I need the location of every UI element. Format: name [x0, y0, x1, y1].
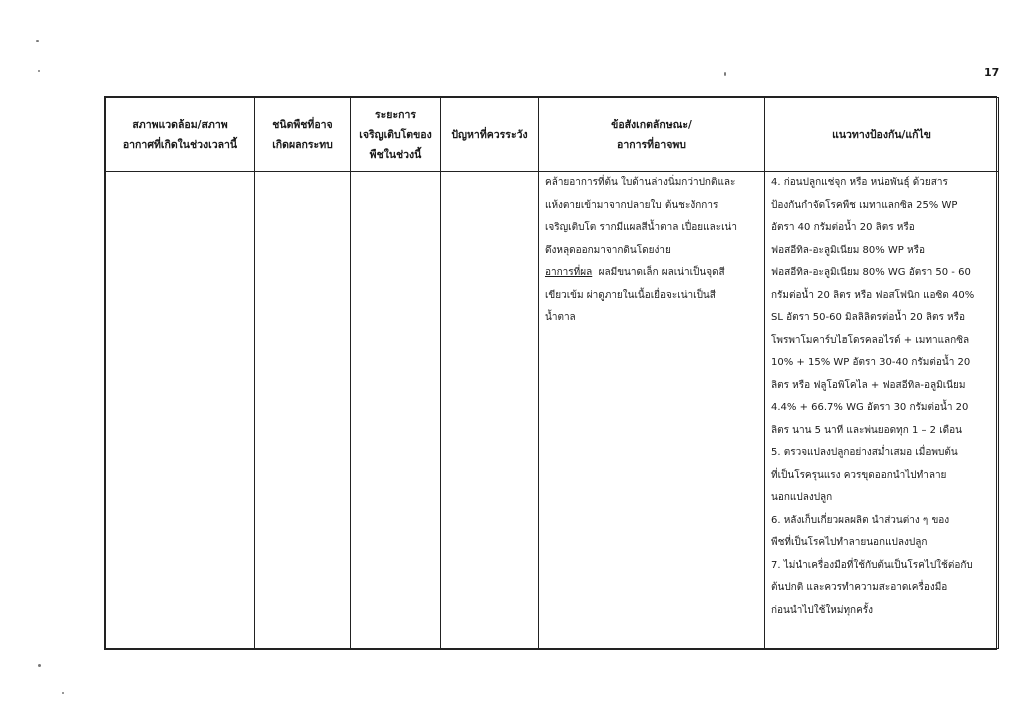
text-line: 5. ตรวจแปลงปลูกอย่างสม่ำเสมอ เมื่อพบต้น [771, 447, 958, 458]
text-line: แห้งตายเข้ามาจากปลายใบ ต้นชะงักการ [545, 199, 719, 211]
text-line: อัตรา 40 กรัมต่อน้ำ 20 ลิตร หรือ [771, 222, 915, 233]
cell-affected-crops [255, 172, 351, 649]
text-line: ชนิดพืชที่อาจ [272, 118, 333, 131]
text-line: พืชในช่วงนี้ [369, 148, 422, 161]
text-line: กรัมต่อน้ำ 20 ลิตร หรือ ฟอสโฟนิก แอซิด 40% [771, 289, 975, 301]
scan-speck [38, 70, 40, 72]
text-line: ที่เป็นโรครุนแรง ควรขุดออกนำไปทำลาย [771, 469, 947, 481]
cell-problems [441, 172, 539, 649]
header-growth-stage [351, 98, 441, 172]
header-prevention [765, 98, 999, 172]
text-line: สภาพแวดล้อม/สภาพ [132, 118, 228, 131]
text-line: ฟอสอีทิล-อะลูมิเนียม 80% WP หรือ [771, 244, 925, 256]
cell-environment [106, 172, 255, 649]
text-line: แนวทางป้องกัน/แก้ไข [832, 128, 931, 141]
text-line: เกิดผลกระทบ [272, 138, 333, 151]
text-line: 6. หลังเก็บเกี่ยวผลผลิต นำส่วนต่าง ๆ ของ [771, 514, 950, 526]
scan-speck [62, 692, 64, 694]
header-environment [106, 98, 255, 172]
text-line: ผลมีขนาดเล็ก ผลเน่าเป็นจุดสี [598, 267, 725, 278]
text-line: ดึงหลุดออกมาจากดินโดยง่าย [545, 244, 671, 256]
text-line: ฟอสอีทิล-อะลูมิเนียม 80% WG อัตรา 50 - 60 [771, 267, 971, 278]
text-line: ปัญหาที่ควรระวัง [451, 128, 528, 141]
scan-speck [724, 72, 726, 76]
page-number: 17 [984, 66, 1000, 79]
text-line: ก่อนนำไปใช้ใหม่ทุกครั้ง [771, 604, 874, 616]
scan-speck [38, 664, 41, 667]
table-row [106, 172, 999, 649]
header-symptoms [539, 98, 765, 172]
text-line: ข้อสังเกตลักษณะ/ [611, 118, 692, 131]
text-line: ลิตร หรือ ฟลูโอพิโคไล + ฟอสอีทิล-อลูมิเนียม [771, 379, 966, 391]
text-line: 4. ก่อนปลูกแช่จุก หรือ หน่อพันธุ์ ด้วยสาร [771, 177, 948, 188]
fruit-symptom-label: อาการที่ผล [545, 267, 593, 278]
text-line: อาการที่อาจพบ [617, 138, 686, 151]
text-line: น้ำตาล [545, 312, 576, 323]
text-line: ป้องกันกำจัดโรคพืช เมทาแลกซิล 25% WP [771, 199, 958, 211]
pest-management-table [104, 96, 997, 650]
text-line: 4.4% + 66.7% WG อัตรา 30 กรัมต่อน้ำ 20 [771, 402, 969, 413]
table-header-row [106, 98, 999, 172]
header-affected-crops [255, 98, 351, 172]
cell-prevention [765, 172, 999, 649]
text-line: 10% + 15% WP อัตรา 30-40 กรัมต่อน้ำ 20 [771, 357, 971, 368]
text-line: ลิตร นาน 5 นาที และพ่นยอดทุก 1 – 2 เดือน [771, 424, 962, 436]
cell-growth-stage [351, 172, 441, 649]
text-line: เจริญเติบโต รากมีแผลสีน้ำตาล เปื่อยและเน่า [545, 222, 737, 233]
text-line: โพรพาโมคาร์บไฮโดรคลอไรด์ + เมทาแลกซิล [771, 334, 970, 346]
text-line: เจริญเติบโตของ [359, 128, 432, 141]
cell-symptoms [539, 172, 765, 649]
scan-speck [36, 40, 39, 42]
text-line: อากาศที่เกิดในช่วงเวลานี้ [122, 138, 238, 151]
text-line: SL อัตรา 50-60 มิลลิลิตรต่อน้ำ 20 ลิตร หรือ [771, 312, 966, 323]
text-line: พืชที่เป็นโรคไปทำลายนอกแปลงปลูก [771, 537, 928, 548]
header-problems [441, 98, 539, 172]
text-line: ระยะการ [375, 108, 416, 121]
text-line: นอกแปลงปลูก [771, 492, 833, 503]
text-line: ต้นปกติ และควรทำความสะอาดเครื่องมือ [771, 582, 948, 593]
text-line: 7. ไม่นำเครื่องมือที่ใช้กับต้นเป็นโรคไปใช้ต่อกับ [771, 559, 973, 571]
text-line: คล้ายอาการที่ต้น ใบด้านล่างนิ่มกว่าปกติและ [545, 177, 736, 188]
text-line: เขียวเข้ม ผ่าดูภายในเนื้อเยื่อจะเน่าเป็นสี [545, 289, 716, 301]
